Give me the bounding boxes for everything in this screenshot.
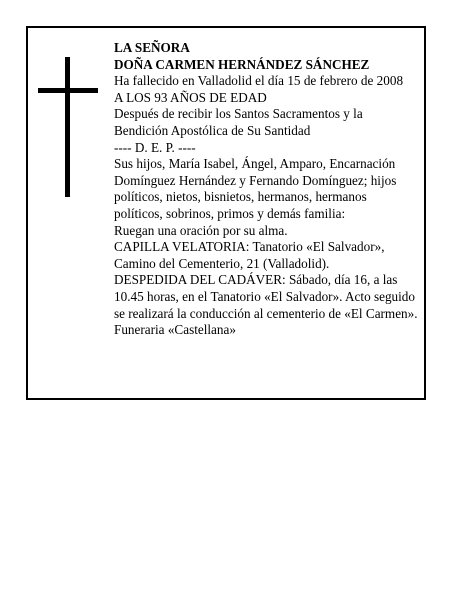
rip-line: ---- D. E. P. ----: [114, 139, 196, 155]
death-statement: Ha fallecido en Valladolid el día 15 de febrero de 2008: [114, 73, 404, 89]
funeral-home: Funeraria «Castellana»: [114, 322, 236, 338]
prayer-request: Ruegan una oración por su alma.: [114, 222, 288, 238]
family-line-3: políticos, nietos, bisnietos, hermanos, hermanos: [114, 189, 367, 205]
family-line-1: Sus hijos, María Isabel, Ángel, Amparo, Encarnación: [114, 156, 396, 172]
notice-text: [114, 40, 430, 339]
cross-vertical-bar: [65, 57, 70, 197]
family-line-2: Domínguez Hernández y Fernando Domínguez; hijos: [114, 172, 397, 188]
title-line: LA SEÑORA: [114, 40, 190, 55]
chapel-line-2: Camino del Cementerio, 21 (Valladolid).: [114, 255, 330, 271]
farewell-line-3: se realizará la conducción al cementerio de «El Carmen».: [114, 305, 418, 321]
deceased-name: DOÑA CARMEN HERNÁNDEZ SÁNCHEZ: [114, 56, 370, 72]
age-line: A LOS 93 AÑOS DE EDAD: [114, 89, 267, 105]
cross-icon: [38, 57, 98, 197]
farewell-line-2: 10.45 horas, en el Tanatorio «El Salvador». Acto seguido: [114, 288, 415, 304]
obituary-notice: [26, 26, 426, 400]
sacraments-line-1: Después de recibir los Santos Sacramentos y la: [114, 106, 363, 122]
cross-horizontal-bar: [38, 88, 98, 93]
family-line-4: políticos, sobrinos, primos y demás familia:: [114, 205, 346, 221]
sacraments-line-2: Bendición Apostólica de Su Santidad: [114, 122, 311, 138]
farewell-line-1: DESPEDIDA DEL CADÁVER: Sábado, día 16, a las: [114, 272, 398, 288]
chapel-line-1: CAPILLA VELATORIA: Tanatorio «El Salvador»,: [114, 239, 385, 255]
